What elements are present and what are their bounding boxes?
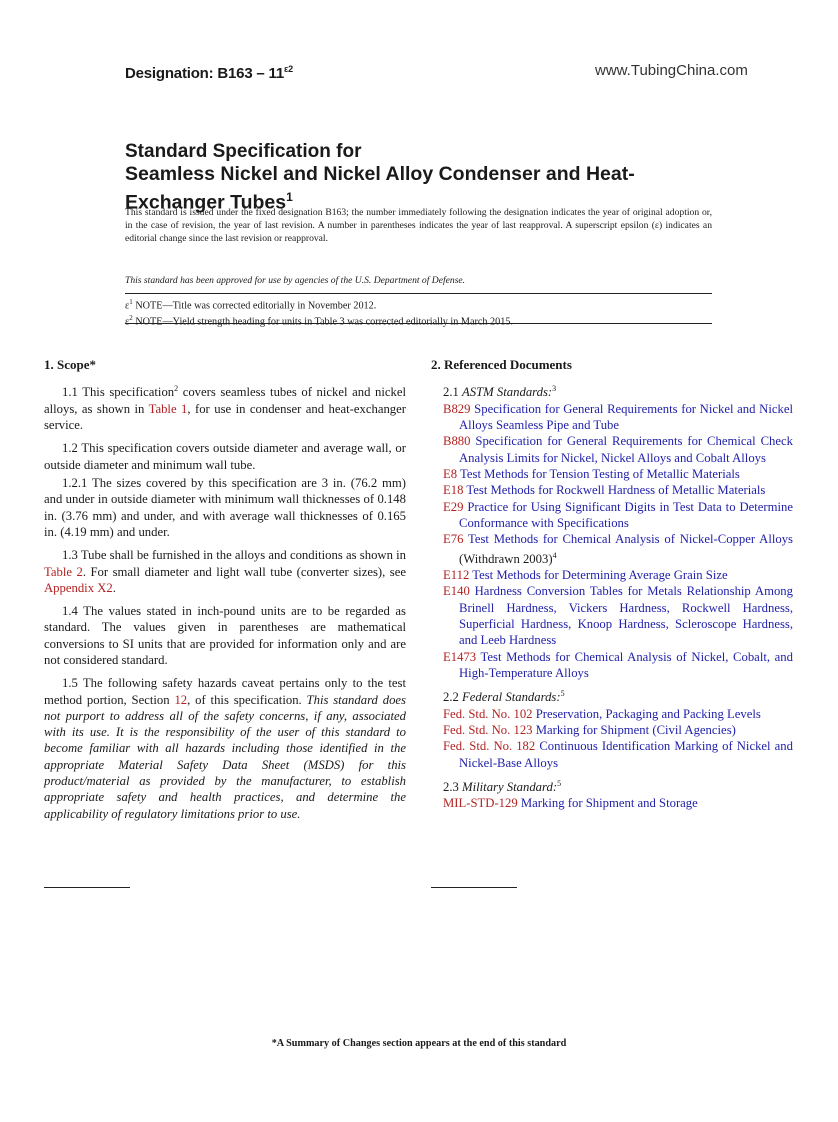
reference-code-link[interactable]: B829 (443, 401, 471, 416)
referenced-documents-section (431, 357, 793, 812)
reference-item (431, 706, 793, 722)
reference-item (431, 722, 793, 738)
reference-code-link[interactable]: E18 (443, 483, 464, 498)
link-table-2[interactable]: Table 2 (44, 564, 83, 579)
text: , of this specification. (187, 692, 307, 707)
reference-title-link[interactable]: Preservation, Packaging and Packing Levels (532, 706, 761, 721)
title-line-2: Seamless Nickel and Nickel Alloy Condenser and Heat- (125, 163, 635, 185)
text: 1.5 The following safety hazards caveat pertains only to the test method portion, Section (44, 676, 406, 707)
reference-code-link[interactable]: E29 (443, 499, 464, 514)
text: . For small diameter and light wall tube (converter sizes), see (82, 564, 406, 579)
reference-title-link[interactable]: Test Methods for Tension Testing of Metallic Materials (457, 467, 740, 482)
reference-item (431, 738, 793, 771)
reference-item (431, 583, 793, 648)
reference-code-link[interactable]: Fed. Std. No. 123 (443, 722, 533, 737)
reference-title-link[interactable]: Test Methods for Determining Average Grain Size (469, 568, 728, 583)
para-1-2: 1.2 This specification covers outside diameter and average wall, or outside diameter and minimum wall tube. (44, 441, 406, 472)
military-list (431, 795, 793, 811)
note-2 (125, 312, 513, 328)
military-standard-label (431, 776, 793, 796)
designation (125, 64, 293, 82)
divider (125, 293, 712, 294)
reference-item (431, 482, 793, 498)
text: 2.3 (443, 780, 463, 795)
text: . (112, 580, 116, 595)
summary-of-changes-note: *A Summary of Changes section appears at the end of this standard (271, 1038, 567, 1049)
references-heading: 2. Referenced Documents (431, 357, 572, 372)
text: 2.2 (443, 690, 463, 705)
reference-title-link[interactable]: Marking for Shipment and Storage (517, 796, 698, 811)
reference-title-link[interactable]: Specification for General Requirements for Chemical Check Analysis Limits for Nickel, Nickel Alloys and Cobalt Alloys (459, 434, 793, 465)
site-url[interactable]: www.TubingChina.com (595, 62, 748, 79)
astm-list (431, 401, 793, 681)
astm-standards-label (431, 381, 793, 401)
link-table-1[interactable]: Table 1 (148, 401, 188, 416)
link-section-12[interactable]: 12 (174, 692, 188, 707)
text: ASTM Standards: (462, 385, 553, 400)
note-text: NOTE—Title was corrected editorially in November 2012. (132, 300, 377, 312)
reference-title-link[interactable]: Test Methods for Chemical Analysis of Nickel, Cobalt, and High-Temperature Alloys (459, 649, 793, 680)
title-footnote-mark[interactable]: 1 (286, 190, 293, 204)
reference-code-link[interactable]: E8 (443, 467, 458, 482)
text: 1.1 This specification (62, 385, 175, 400)
text: Federal Standards: (462, 690, 561, 705)
title-line-3-text: Exchanger Tubes (125, 191, 287, 214)
reference-item (431, 401, 793, 434)
para-1-3 (44, 547, 406, 596)
reference-code-link[interactable]: Fed. Std. No. 102 (443, 706, 533, 721)
footnote-ref[interactable]: 2 (174, 384, 179, 394)
reference-title-link[interactable]: Specification for General Requirements for Nickel and Nickel Alloys Seamless Pipe and Tube (459, 401, 793, 433)
reference-code-link[interactable]: B880 (443, 434, 471, 449)
footnote-rule-right (431, 887, 517, 888)
designation-epsilon: ε2 (284, 64, 293, 74)
note-mark: ε (125, 316, 130, 328)
footnote-ref[interactable]: 5 (557, 778, 562, 788)
text: , for use in condenser and heat-exchanger service. (44, 401, 406, 433)
note-1 (125, 296, 513, 312)
reference-item (431, 649, 793, 682)
dod-approval: This standard has been approved for use by agencies of the U.S. Department of Defense. (125, 275, 466, 286)
reference-item (431, 466, 793, 482)
note-sup: 2 (129, 314, 133, 323)
para-1-1 (44, 381, 406, 433)
reference-title-link[interactable]: Hardness Conversion Tables for Metals Relationship Among Brinell Hardness, Vickers Hardness, Rockwell Hardness, Superficial Hardness, Knoop Hardness, Scleroscope Hardness, and Leeb Hardness (459, 584, 793, 648)
title-line-1: Standard Specification for (125, 141, 362, 162)
safety-caveat: This standard does not purport to address all of the safety concerns, if any, associated with its use. It is the responsibility of the user of this standard to become familiar with all hazards including those identified in the appropriate Material Safety Data Sheet (MSDS) for this product/material as provided by the manufacturer, to establish appropriate safety and health practices, and determine the applicability of regulatory limitations prior to use. (44, 692, 406, 821)
reference-code-link[interactable]: E140 (443, 584, 470, 599)
para-1-4: 1.4 The values stated in inch-pound units are to be regarded as standard. The values given in parentheses are mathematical conversions to SI units that are provided for information only and are not considered standard. (44, 604, 406, 667)
para-1-5 (44, 675, 406, 822)
note-sup: 1 (129, 298, 133, 306)
scope-section (44, 357, 406, 829)
divider (125, 323, 712, 324)
footnote-ref[interactable]: 3 (552, 384, 557, 394)
reference-code-link[interactable]: MIL-STD-129 (443, 796, 518, 811)
text: 2.1 (443, 385, 463, 400)
footnote-ref[interactable]: 4 (552, 550, 557, 560)
reference-title-link[interactable]: Test Methods for Rockwell Hardness of Metallic Materials (463, 483, 766, 498)
designation-text: Designation: B163 – 11 (125, 65, 284, 82)
link-appendix-x2[interactable]: Appendix X2 (44, 580, 113, 595)
reference-title-link[interactable]: Continuous Identification Marking of Nickel and Nickel-Base Alloys (459, 739, 793, 770)
reference-code-link[interactable]: E76 (443, 532, 464, 547)
federal-standards-label (431, 686, 793, 706)
text: Military Standard: (462, 780, 558, 795)
reference-item (431, 567, 793, 583)
scope-heading: 1. Scope* (44, 357, 96, 372)
reference-item (431, 433, 793, 466)
footnote-rule-left (44, 887, 130, 888)
text: 1.3 Tube shall be furnished in the alloys and conditions as shown in (62, 548, 406, 563)
para-1-2-1: 1.2.1 The sizes covered by this specification are 3 in. (76.2 mm) and under in outside diameter with minimum wall thicknesses of 0.148 in. (3.76 mm) and under, and with average wall thicknesses of 0.165 in. (4.19 mm) and under. (44, 476, 406, 539)
preamble (125, 206, 712, 245)
reference-title-link[interactable]: Practice for Using Significant Digits in Test Data to Determine Conformance with Specifications (459, 499, 793, 530)
reference-item (431, 795, 793, 811)
preamble-text: This standard is issued under the fixed designation B163; the number immediately following the designation indicates the year of original adoption or, in the case of revision, the year of last revision. A number in parentheses indicates the year of last reapproval. A superscript epsilon (ε) indicates an editorial change since the last revision or reapproval. (125, 207, 712, 244)
federal-list (431, 706, 793, 771)
reference-item (431, 531, 793, 567)
text: covers seamless tubes of nickel and nickel alloys, as shown in (44, 385, 406, 416)
document-title (125, 141, 725, 215)
footnote-ref[interactable]: 5 (560, 689, 565, 699)
reference-title-link[interactable]: Test Methods for Chemical Analysis of Nickel-Copper Alloys (463, 532, 793, 547)
reference-item (431, 499, 793, 532)
withdrawn-note: (Withdrawn 2003) (459, 551, 553, 566)
note-text: NOTE—Yield strength heading for units in Table 3 was corrected editorially in March 2015. (132, 316, 513, 328)
note-mark: ε (125, 300, 130, 312)
reference-code-link[interactable]: E112 (443, 568, 470, 583)
reference-title-link[interactable]: Marking for Shipment (Civil Agencies) (532, 722, 736, 737)
reference-code-link[interactable]: Fed. Std. No. 182 (443, 739, 536, 754)
reference-code-link[interactable]: E1473 (443, 649, 477, 664)
